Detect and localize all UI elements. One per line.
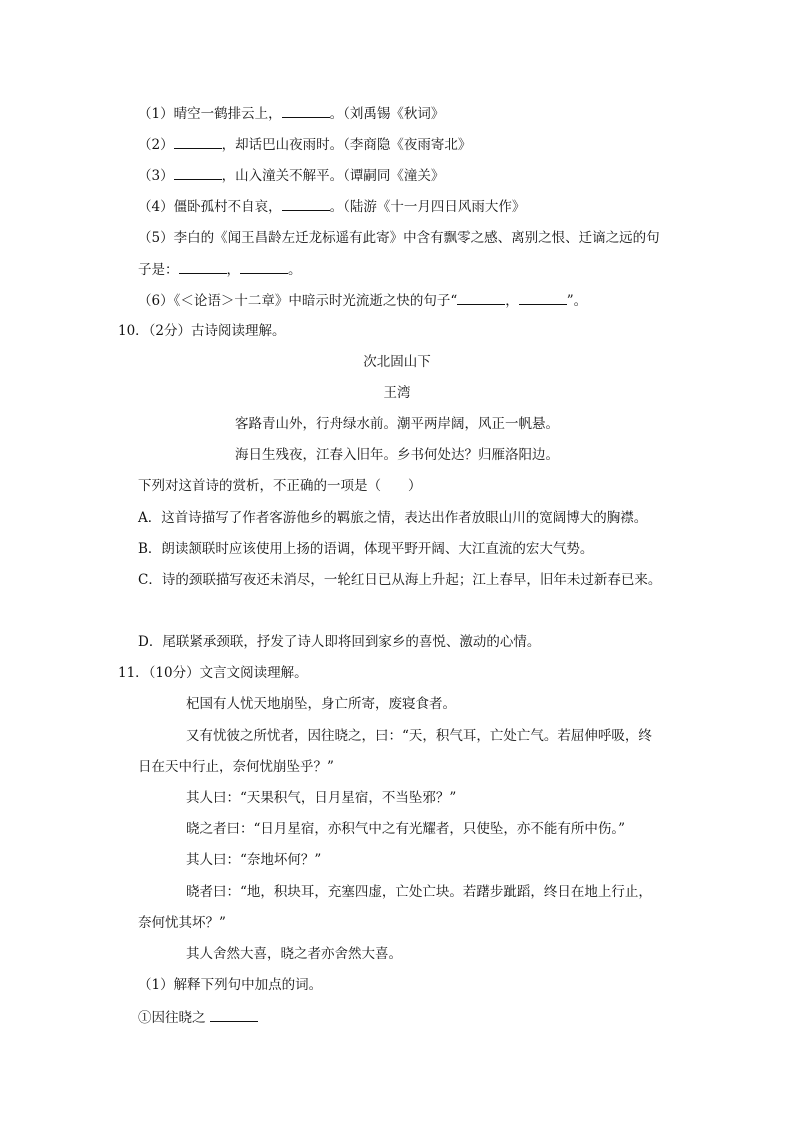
- classical-paragraph-5: 其人曰：“奈地坏何？”: [186, 852, 322, 868]
- q9-item-5-line1: （5）李白的《闻王昌龄左迁龙标遥有此寄》中含有飘零之感、离别之恨、迁谪之远的句: [138, 230, 660, 246]
- poem-line-1: 客路青山外，行舟绿水前。潮平两岸阔，风正一帆悬。: [235, 416, 559, 432]
- q11-sub1: （1）解释下列句中加点的词。: [138, 977, 323, 993]
- q9-item-6: （6）《＜论语＞十二章》中暗示时光流逝之快的句子“ ， ”。: [138, 290, 587, 311]
- answer-blank[interactable]: [179, 259, 227, 274]
- answer-blank[interactable]: [519, 290, 567, 305]
- classical-paragraph-2-line1: 又有忧彼之所忧者，因往晓之，曰：“天，积气耳，亡处亡气。若屈伸呼吸，终: [186, 728, 652, 744]
- poem-line-2: 海日生残夜，江春入旧年。乡书何处达？归雁洛阳边。: [235, 447, 559, 463]
- q10-header: 10．（2分）古诗阅读理解。: [118, 323, 286, 339]
- classical-paragraph-6-line1: 晓者曰：“地，积块耳，充塞四虚，亡处亡块。若躇步跐蹈，终日在地上行止，: [186, 884, 652, 900]
- q10-option-c[interactable]: C．诗的颈联描写夜还未消尽，一轮红日已从海上升起；江上春早，旧年未过新春已来。: [138, 572, 662, 588]
- classical-paragraph-3: 其人曰：“天果积气，日月星宿，不当坠邪？”: [186, 790, 457, 806]
- q10-option-b[interactable]: B．朗读颔联时应该使用上扬的语调，体现平野开阔、大江直流的宏大气势。: [138, 541, 594, 557]
- answer-blank[interactable]: [282, 196, 330, 211]
- answer-blank[interactable]: [210, 1007, 258, 1022]
- classical-paragraph-7: 其人舍然大喜，晓之者亦舍然大喜。: [186, 946, 402, 962]
- q10-option-a[interactable]: A．这首诗描写了作者客游他乡的羁旅之情，表达出作者放眼山川的宽阔博大的胸襟。: [138, 510, 648, 526]
- poem-title: 次北固山下: [363, 354, 431, 370]
- q9-item-5-line2: 子是： ， 。: [138, 259, 302, 280]
- answer-blank[interactable]: [174, 165, 222, 180]
- classical-paragraph-1: 杞国有人忧天地崩坠，身亡所寄，废寝食者。: [186, 696, 456, 712]
- answer-blank[interactable]: [282, 103, 330, 118]
- q10-option-d[interactable]: D．尾联紧承颈联，抒发了诗人即将回到家乡的喜悦、激动的心情。: [138, 634, 541, 650]
- q11-header: 11．（10分）文言文阅读理解。: [118, 665, 308, 681]
- classical-paragraph-6-line2: 奈何忧其坏？”: [138, 915, 226, 931]
- classical-paragraph-4: 晓之者曰：“日月星宿，亦积气中之有光耀者，只使坠，亦不能有所中伤。”: [186, 821, 626, 837]
- poem-author: 王湾: [383, 385, 411, 401]
- classical-paragraph-2-line2: 日在天中行止，奈何忧崩坠乎？”: [138, 759, 334, 775]
- q9-item-4: （4）僵卧孤村不自哀， 。（陆游《十一月四日风雨大作》: [138, 196, 525, 217]
- answer-blank[interactable]: [240, 259, 288, 274]
- answer-blank[interactable]: [457, 290, 505, 305]
- answer-blank[interactable]: [174, 134, 222, 149]
- q11-sub1-item1: ①因往晓之: [138, 1007, 258, 1028]
- q9-item-1: （1）晴空一鹤排云上， 。（刘禹锡《秋词》: [138, 103, 444, 124]
- q10-question: 下列对这首诗的赏析，不正确的一项是（ ）: [138, 478, 422, 494]
- q9-item-2: （2） ，却话巴山夜雨时。（李商隐《夜雨寄北》: [138, 134, 471, 155]
- q9-item-3: （3） ，山入潼关不解平。（谭嗣同《潼关》: [138, 165, 444, 186]
